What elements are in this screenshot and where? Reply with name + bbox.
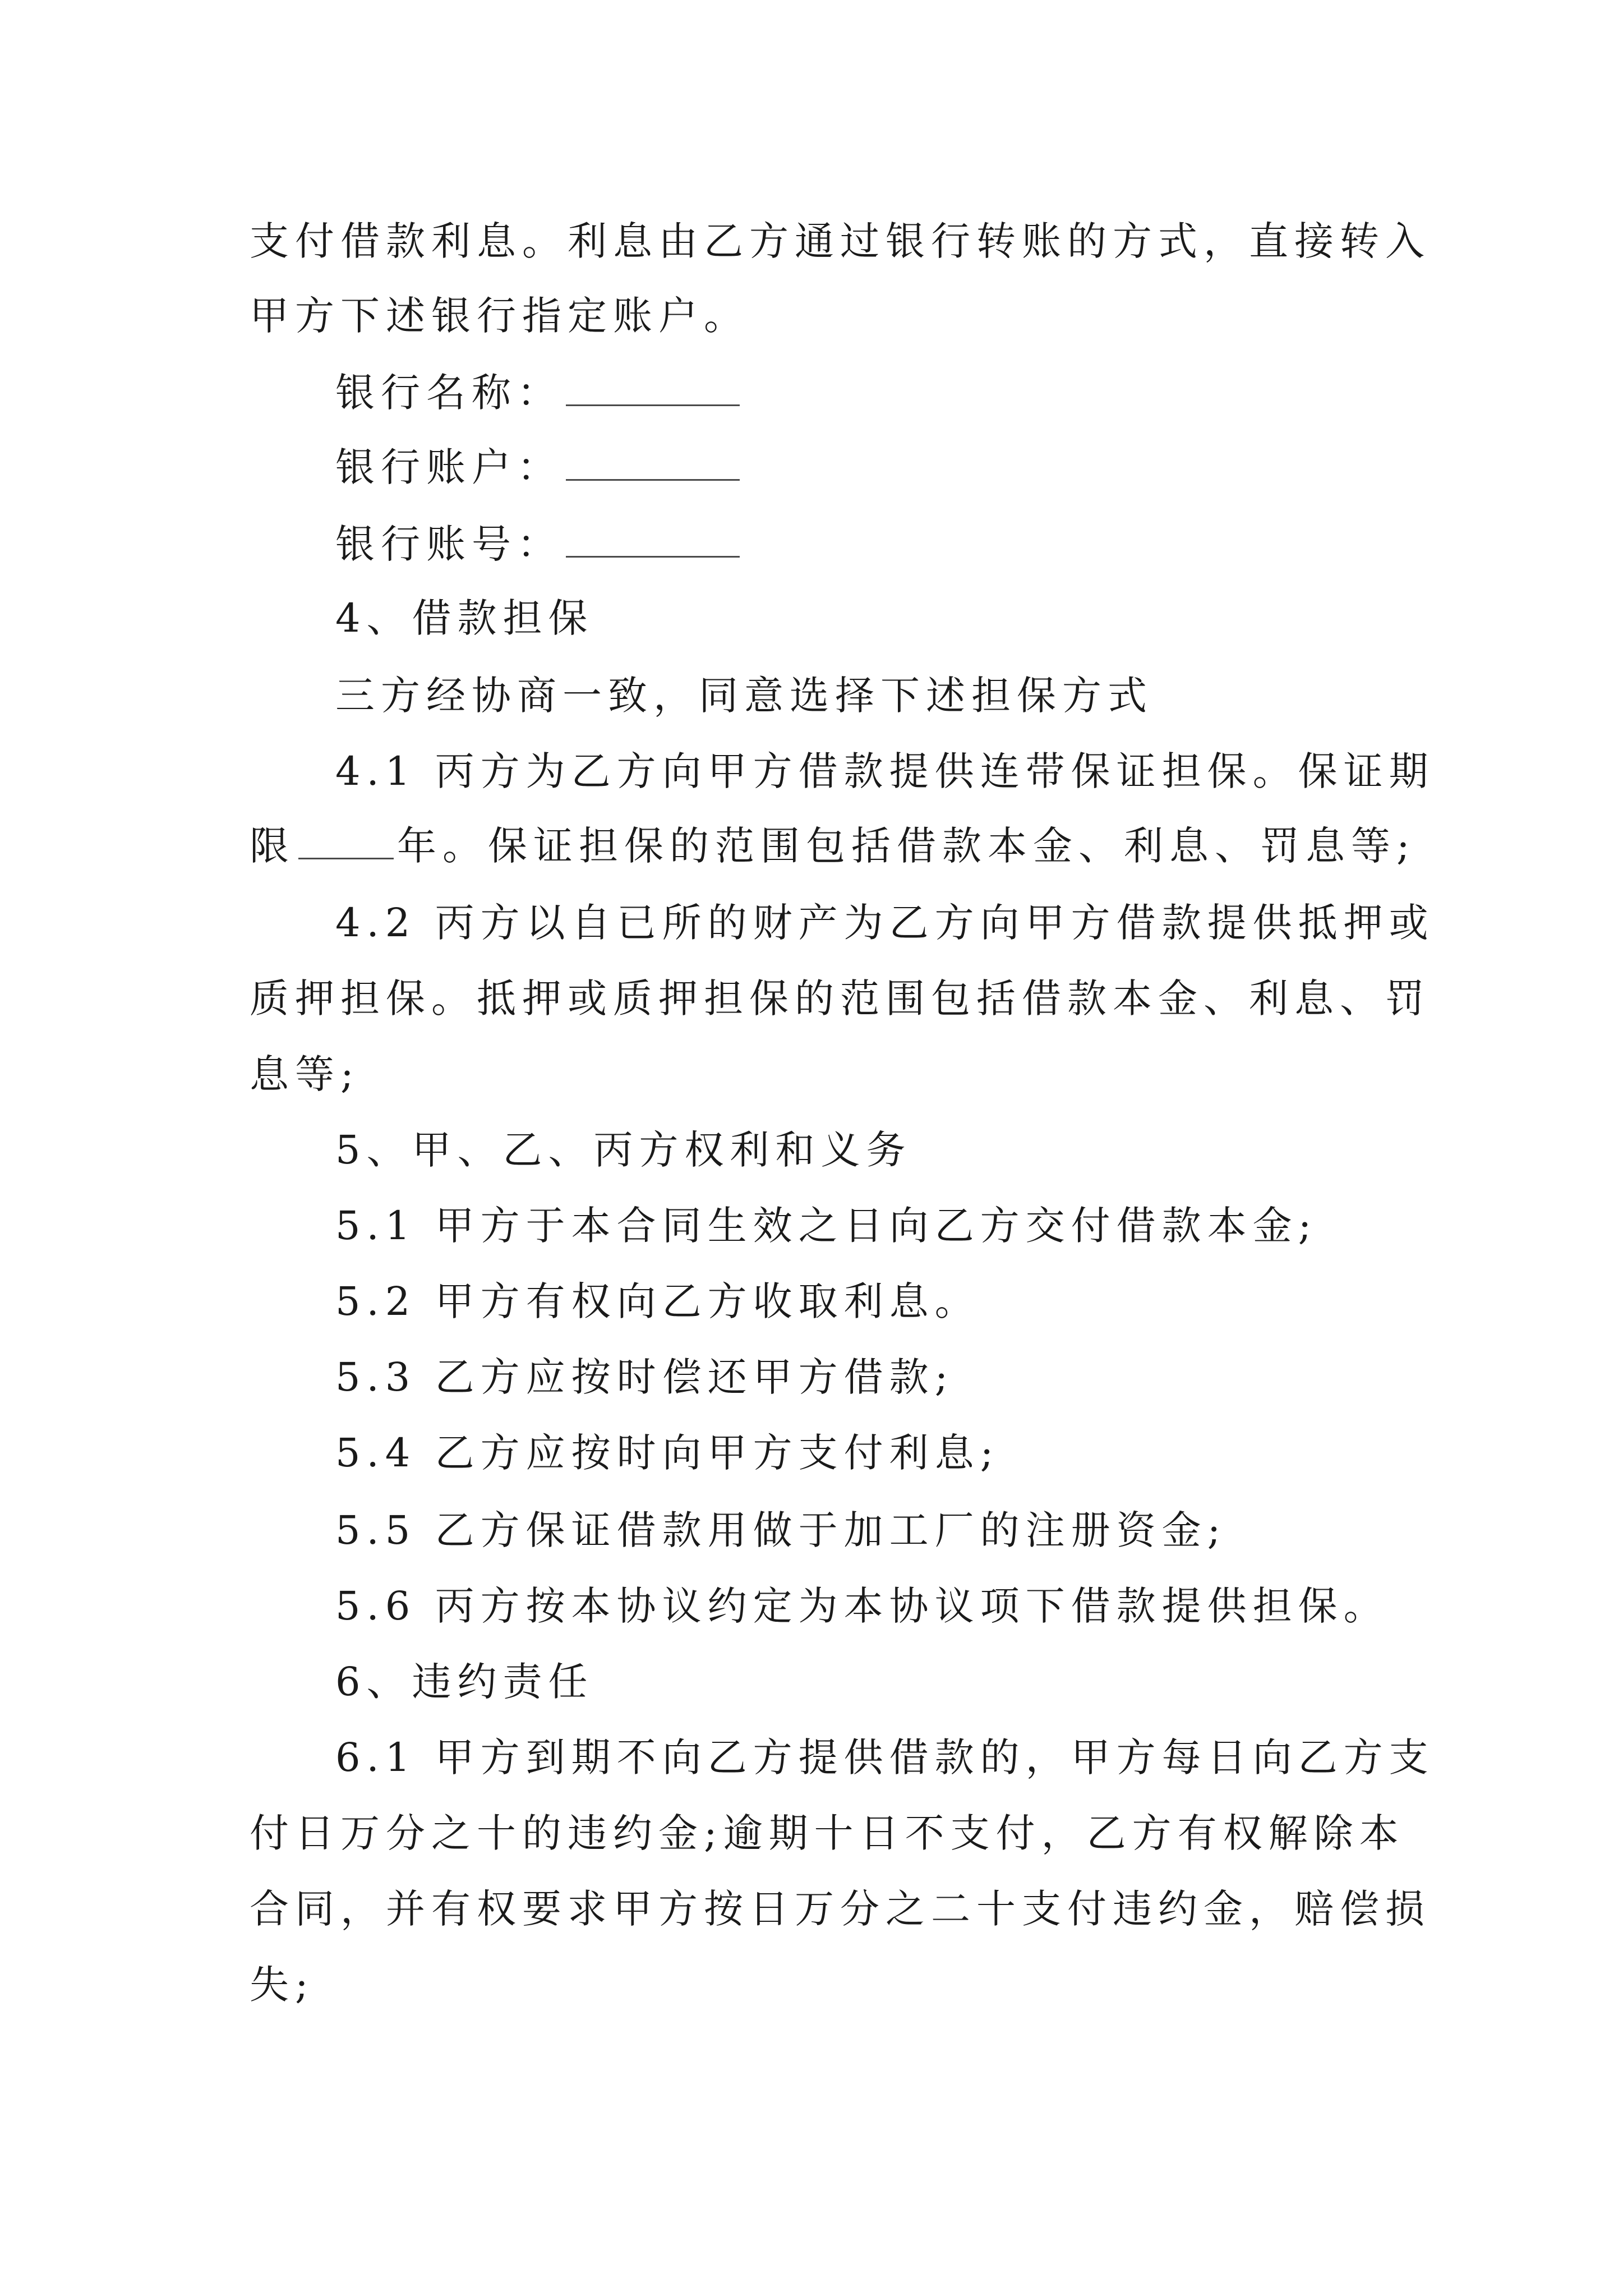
section-heading <box>335 1654 1401 1710</box>
field-label: 银行名称： <box>335 370 562 416</box>
text: 4.1 丙方为乙方向甲方借款提供连带保证担保。保证期 <box>335 748 1435 794</box>
blank-underline <box>566 553 740 558</box>
text: 付日万分之十的违约金;逾期十日不支付，乙方有权解除本 <box>250 1810 1405 1856</box>
paragraph-line <box>335 895 1435 951</box>
paragraph-line <box>335 668 1401 724</box>
text: 年。保证担保的范围包括借款本金、利息、罚息等; <box>397 823 1416 869</box>
text: 5.4 乙方应按时向甲方支付利息; <box>335 1430 1000 1476</box>
text: 4.2 丙方以自已所的财产为乙方向甲方借款提供抵押或 <box>335 900 1435 946</box>
paragraph-line <box>250 970 1431 1027</box>
paragraph-line <box>335 1425 1401 1481</box>
paragraph-line <box>335 1502 1401 1558</box>
section-heading <box>335 1122 1401 1178</box>
paragraph-line <box>335 743 1435 799</box>
paragraph-line <box>335 1198 1401 1254</box>
text: 支付借款利息。利息由乙方通过银行转账的方式，直接转入 <box>250 218 1431 264</box>
text: 甲方下述银行指定账户。 <box>250 293 749 339</box>
blank-underline <box>298 854 394 859</box>
text: 6.1 甲方到期不向乙方提供借款的，甲方每日向乙方支 <box>335 1734 1435 1780</box>
text: 6、违约责任 <box>335 1659 594 1705</box>
paragraph-line <box>250 1046 1427 1102</box>
text: 5.2 甲方有权向乙方收取利息。 <box>335 1278 980 1324</box>
text: 失; <box>250 1962 315 2008</box>
text: 限 <box>250 823 295 869</box>
bank-number-field <box>335 516 1401 572</box>
text: 4、借款担保 <box>335 595 594 641</box>
text: 5.1 甲方于本合同生效之日向乙方交付借款本金; <box>335 1203 1318 1249</box>
text: 合同，并有权要求甲方按日万分之二十支付违约金，赔偿损 <box>250 1886 1431 1932</box>
paragraph-line <box>335 1273 1401 1329</box>
paragraph-line <box>335 1349 1401 1405</box>
paragraph-line <box>250 288 1427 344</box>
text: 5.6 丙方按本协议约定为本协议项下借款提供担保。 <box>335 1583 1389 1629</box>
paragraph-line <box>250 1805 1427 1861</box>
paragraph-line <box>250 213 1431 269</box>
field-label: 银行账户： <box>335 444 562 490</box>
paragraph-line <box>250 818 1427 874</box>
text: 5.3 乙方应按时偿还甲方借款; <box>335 1354 955 1400</box>
blank-underline <box>566 476 740 481</box>
text: 质押担保。抵押或质押担保的范围包括借款本金、利息、罚 <box>250 976 1431 1022</box>
blank-underline <box>566 401 740 406</box>
paragraph-line <box>335 1729 1435 1786</box>
text: 5、甲、乙、丙方权利和义务 <box>335 1127 912 1173</box>
text: 息等; <box>250 1051 360 1097</box>
paragraph-line <box>250 1881 1431 1937</box>
paragraph-line <box>250 1957 1427 2013</box>
text: 三方经协商一致，同意选择下述担保方式 <box>335 673 1153 719</box>
paragraph-line <box>335 1578 1429 1634</box>
bank-name-field <box>335 365 1401 421</box>
text: 5.5 乙方保证借款用做于加工厂的注册资金; <box>335 1507 1227 1553</box>
field-label: 银行账号： <box>335 521 562 567</box>
section-heading <box>335 590 1401 646</box>
bank-account-field <box>335 439 1401 495</box>
